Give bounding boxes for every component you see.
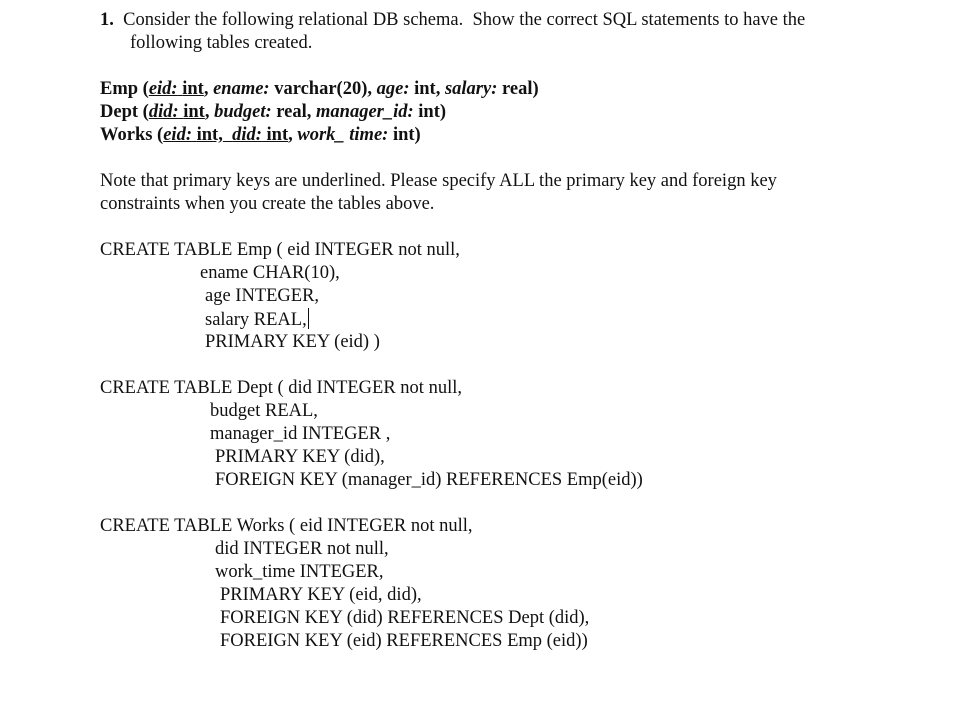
sql-emp-line-3: age INTEGER, — [205, 286, 320, 306]
question-text-1: Consider the following relational DB schema. Show the correct SQL statements to have the — [123, 10, 806, 30]
sql-emp-line-2: ename CHAR(10), — [200, 263, 340, 283]
schema-emp: Emp (eid: int, ename: varchar(20), age: int, salary: real) — [100, 79, 539, 99]
sql-dept-line-4: PRIMARY KEY (did), — [215, 447, 385, 467]
sql-works-line-5: FOREIGN KEY (did) REFERENCES Dept (did), — [220, 608, 590, 628]
note-line-1: Note that primary keys are underlined. Please specify ALL the primary key and foreign key — [100, 171, 777, 191]
sql-works-line-6: FOREIGN KEY (eid) REFERENCES Emp (eid)) — [220, 631, 588, 651]
sql-works-line-1: CREATE TABLE Works ( eid INTEGER not null, — [100, 516, 473, 536]
text-cursor — [308, 308, 309, 329]
question-line-1 — [100, 9, 805, 32]
sql-works-line-4: PRIMARY KEY (eid, did), — [220, 585, 422, 605]
sql-dept-line-2: budget REAL, — [210, 401, 318, 421]
question-line-2: following tables created. — [130, 33, 313, 53]
schema-works: Works (eid: int, did: int, work_ time: int) — [100, 125, 421, 145]
sql-emp-line-5: PRIMARY KEY (eid) ) — [205, 332, 380, 352]
sql-emp-line-1: CREATE TABLE Emp ( eid INTEGER not null, — [100, 240, 460, 260]
sql-dept-line-5: FOREIGN KEY (manager_id) REFERENCES Emp(eid)) — [215, 470, 643, 490]
sql-works-line-3: work_time INTEGER, — [215, 562, 384, 582]
sql-works-line-2: did INTEGER not null, — [215, 539, 389, 559]
sql-dept-line-3: manager_id INTEGER , — [210, 424, 391, 444]
sql-emp-line-4[interactable]: salary REAL, — [205, 310, 307, 330]
schema-dept: Dept (did: int, budget: real, manager_id: int) — [100, 102, 447, 122]
note-line-2: constraints when you create the tables above. — [100, 194, 435, 214]
question-number: 1. — [100, 10, 114, 30]
sql-dept-line-1: CREATE TABLE Dept ( did INTEGER not null, — [100, 378, 462, 398]
